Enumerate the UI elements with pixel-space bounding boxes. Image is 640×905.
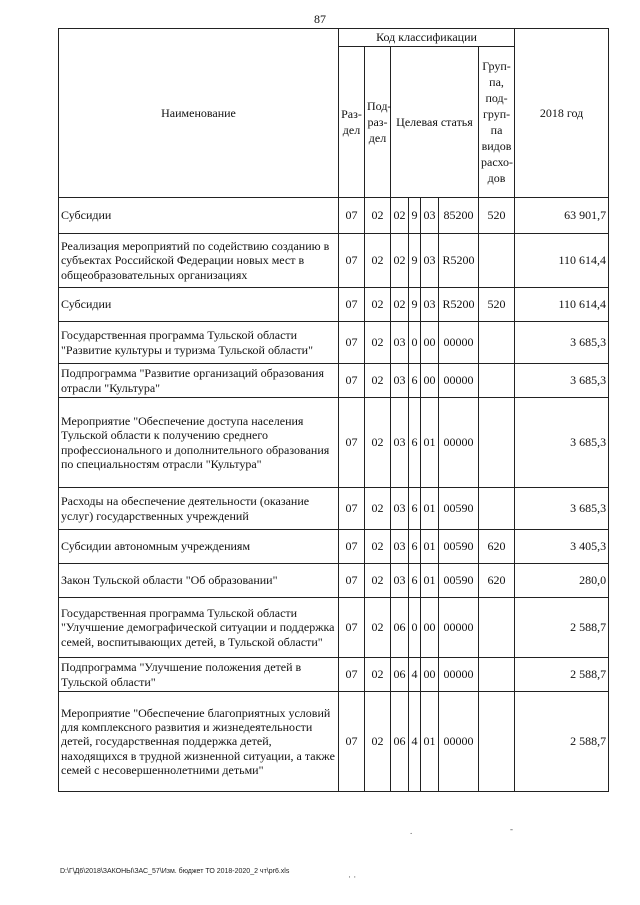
row-code-t2: 4 xyxy=(409,692,421,792)
row-code-vr xyxy=(479,658,515,692)
row-code-t2: 6 xyxy=(409,530,421,564)
row-name: Мероприятие "Обеспечение доступа населения Тульской области к получению среднего профессионального и дополнительного образования по специальностям отрасли "Культура" xyxy=(59,398,339,488)
row-amount: 3 685,3 xyxy=(515,488,609,530)
row-code-vr xyxy=(479,692,515,792)
row-code-t4: 00590 xyxy=(439,530,479,564)
table-row xyxy=(59,234,609,288)
row-code-t1: 03 xyxy=(391,364,409,398)
table-row xyxy=(59,598,609,658)
row-code-pr: 02 xyxy=(365,288,391,322)
table-row xyxy=(59,564,609,598)
row-code-t3: 01 xyxy=(421,564,439,598)
row-amount: 3 685,3 xyxy=(515,398,609,488)
row-code-rz: 07 xyxy=(339,234,365,288)
row-code-t4: 00000 xyxy=(439,658,479,692)
row-amount: 280,0 xyxy=(515,564,609,598)
row-code-t4: 00000 xyxy=(439,322,479,364)
row-name: Закон Тульской области "Об образовании" xyxy=(59,564,339,598)
row-code-pr: 02 xyxy=(365,234,391,288)
row-name: Расходы на обеспечение деятельности (оказание услуг) государственных учреждений xyxy=(59,488,339,530)
row-amount: 2 588,7 xyxy=(515,658,609,692)
table-row xyxy=(59,322,609,364)
row-amount: 63 901,7 xyxy=(515,198,609,234)
row-code-vr: 520 xyxy=(479,198,515,234)
row-code-rz: 07 xyxy=(339,564,365,598)
table-row xyxy=(59,198,609,234)
row-name: Государственная программа Тульской области "Улучшение демографической ситуации и поддержка семей, воспитывающих детей, в Тульской области" xyxy=(59,598,339,658)
row-code-t3: 03 xyxy=(421,198,439,234)
row-code-rz: 07 xyxy=(339,658,365,692)
row-code-t1: 02 xyxy=(391,288,409,322)
row-code-t4: 00000 xyxy=(439,398,479,488)
row-code-t2: 9 xyxy=(409,234,421,288)
row-code-rz: 07 xyxy=(339,364,365,398)
column-header-subsection-text: Под- раз- дел xyxy=(367,99,392,145)
row-code-t1: 03 xyxy=(391,530,409,564)
table-row xyxy=(59,488,609,530)
row-code-t3: 00 xyxy=(421,598,439,658)
page-number: 87 xyxy=(314,12,326,26)
row-code-t3: 01 xyxy=(421,530,439,564)
row-code-vr xyxy=(479,364,515,398)
row-code-t1: 03 xyxy=(391,398,409,488)
row-code-pr: 02 xyxy=(365,658,391,692)
row-code-vr: 520 xyxy=(479,288,515,322)
row-code-t4: 00590 xyxy=(439,564,479,598)
row-code-t3: 01 xyxy=(421,488,439,530)
row-code-t1: 06 xyxy=(391,598,409,658)
row-code-rz: 07 xyxy=(339,288,365,322)
row-code-vr: 620 xyxy=(479,564,515,598)
row-code-t1: 02 xyxy=(391,234,409,288)
row-code-t4: R5200 xyxy=(439,234,479,288)
column-header-target-article: Целевая статья xyxy=(391,47,479,198)
row-code-pr: 02 xyxy=(365,322,391,364)
row-code-t3: 01 xyxy=(421,692,439,792)
column-header-expense-group-text: Груп- па, под- груп- па видов расхо- дов xyxy=(481,59,514,185)
row-name: Субсидии xyxy=(59,198,339,234)
table-row xyxy=(59,692,609,792)
row-amount: 2 588,7 xyxy=(515,598,609,658)
row-code-pr: 02 xyxy=(365,398,391,488)
row-code-rz: 07 xyxy=(339,692,365,792)
row-code-pr: 02 xyxy=(365,564,391,598)
row-code-t3: 03 xyxy=(421,234,439,288)
row-code-t4: 00590 xyxy=(439,488,479,530)
row-code-t2: 9 xyxy=(409,288,421,322)
row-code-t3: 03 xyxy=(421,288,439,322)
row-code-t1: 03 xyxy=(391,564,409,598)
row-code-t1: 06 xyxy=(391,658,409,692)
row-code-t2: 0 xyxy=(409,598,421,658)
row-code-t2: 6 xyxy=(409,564,421,598)
row-code-pr: 02 xyxy=(365,530,391,564)
row-code-t2: 6 xyxy=(409,488,421,530)
row-name: Субсидии автономным учреждениям xyxy=(59,530,339,564)
row-amount: 2 588,7 xyxy=(515,692,609,792)
column-header-expense-group xyxy=(479,47,515,198)
row-code-t1: 02 xyxy=(391,198,409,234)
row-code-t1: 03 xyxy=(391,322,409,364)
row-code-t4: R5200 xyxy=(439,288,479,322)
table-body xyxy=(59,198,609,792)
row-code-vr xyxy=(479,598,515,658)
column-header-subsection xyxy=(365,47,391,198)
table-row xyxy=(59,530,609,564)
row-code-vr xyxy=(479,234,515,288)
row-code-t1: 03 xyxy=(391,488,409,530)
row-code-pr: 02 xyxy=(365,364,391,398)
table-row xyxy=(59,364,609,398)
row-code-t2: 6 xyxy=(409,364,421,398)
row-code-pr: 02 xyxy=(365,198,391,234)
column-header-section-text: Раз- дел xyxy=(341,107,362,137)
row-code-rz: 07 xyxy=(339,398,365,488)
file-path-footer: D:\Г\Д6\2018\ЗАКОНЫ\ЗАС_57\Изм. бюджет ТО 2018-2020_2 чт\pr6.xls xyxy=(60,868,290,875)
budget-table xyxy=(58,28,609,792)
column-header-year: 2018 год xyxy=(515,29,609,198)
scan-speck: · · xyxy=(348,872,357,882)
row-name: Мероприятие "Обеспечение благоприятных условий для комплексного развития и жизнедеятельности детей, государственная поддержка детей, находящихся в трудной жизненной ситуации, а также семей с несовершеннолетними детьми" xyxy=(59,692,339,792)
row-code-t3: 00 xyxy=(421,322,439,364)
row-name: Субсидии xyxy=(59,288,339,322)
table-row xyxy=(59,288,609,322)
row-code-pr: 02 xyxy=(365,488,391,530)
scan-speck: . xyxy=(410,826,413,836)
row-amount: 3 405,3 xyxy=(515,530,609,564)
row-code-vr xyxy=(479,488,515,530)
row-code-t2: 4 xyxy=(409,658,421,692)
column-header-name: Наименование xyxy=(59,29,339,198)
row-amount: 110 614,4 xyxy=(515,234,609,288)
row-code-t4: 00000 xyxy=(439,692,479,792)
row-code-rz: 07 xyxy=(339,322,365,364)
table-row xyxy=(59,658,609,692)
row-code-t2: 0 xyxy=(409,322,421,364)
row-code-rz: 07 xyxy=(339,198,365,234)
row-code-t1: 06 xyxy=(391,692,409,792)
row-code-t4: 00000 xyxy=(439,598,479,658)
row-name: Подпрограмма "Улучшение положения детей в Тульской области" xyxy=(59,658,339,692)
row-amount: 3 685,3 xyxy=(515,322,609,364)
row-code-rz: 07 xyxy=(339,530,365,564)
scan-speck: - xyxy=(510,824,513,834)
row-name: Государственная программа Тульской области "Развитие культуры и туризма Тульской области" xyxy=(59,322,339,364)
row-amount: 3 685,3 xyxy=(515,364,609,398)
row-amount: 110 614,4 xyxy=(515,288,609,322)
table-row xyxy=(59,398,609,488)
column-header-section xyxy=(339,47,365,198)
row-code-rz: 07 xyxy=(339,488,365,530)
row-code-vr xyxy=(479,398,515,488)
row-code-rz: 07 xyxy=(339,598,365,658)
row-code-t4: 00000 xyxy=(439,364,479,398)
row-code-t3: 00 xyxy=(421,364,439,398)
row-code-t2: 6 xyxy=(409,398,421,488)
row-code-pr: 02 xyxy=(365,692,391,792)
row-code-pr: 02 xyxy=(365,598,391,658)
row-code-t3: 01 xyxy=(421,398,439,488)
row-name: Реализация мероприятий по содействию созданию в субъектах Российской Федерации новых мест в общеобразовательных организациях xyxy=(59,234,339,288)
row-code-vr: 620 xyxy=(479,530,515,564)
row-code-vr xyxy=(479,322,515,364)
row-code-t4: 85200 xyxy=(439,198,479,234)
column-header-code-group: Код классификации xyxy=(339,29,515,47)
row-name: Подпрограмма "Развитие организаций образования отрасли "Культура" xyxy=(59,364,339,398)
row-code-t3: 00 xyxy=(421,658,439,692)
row-code-t2: 9 xyxy=(409,198,421,234)
